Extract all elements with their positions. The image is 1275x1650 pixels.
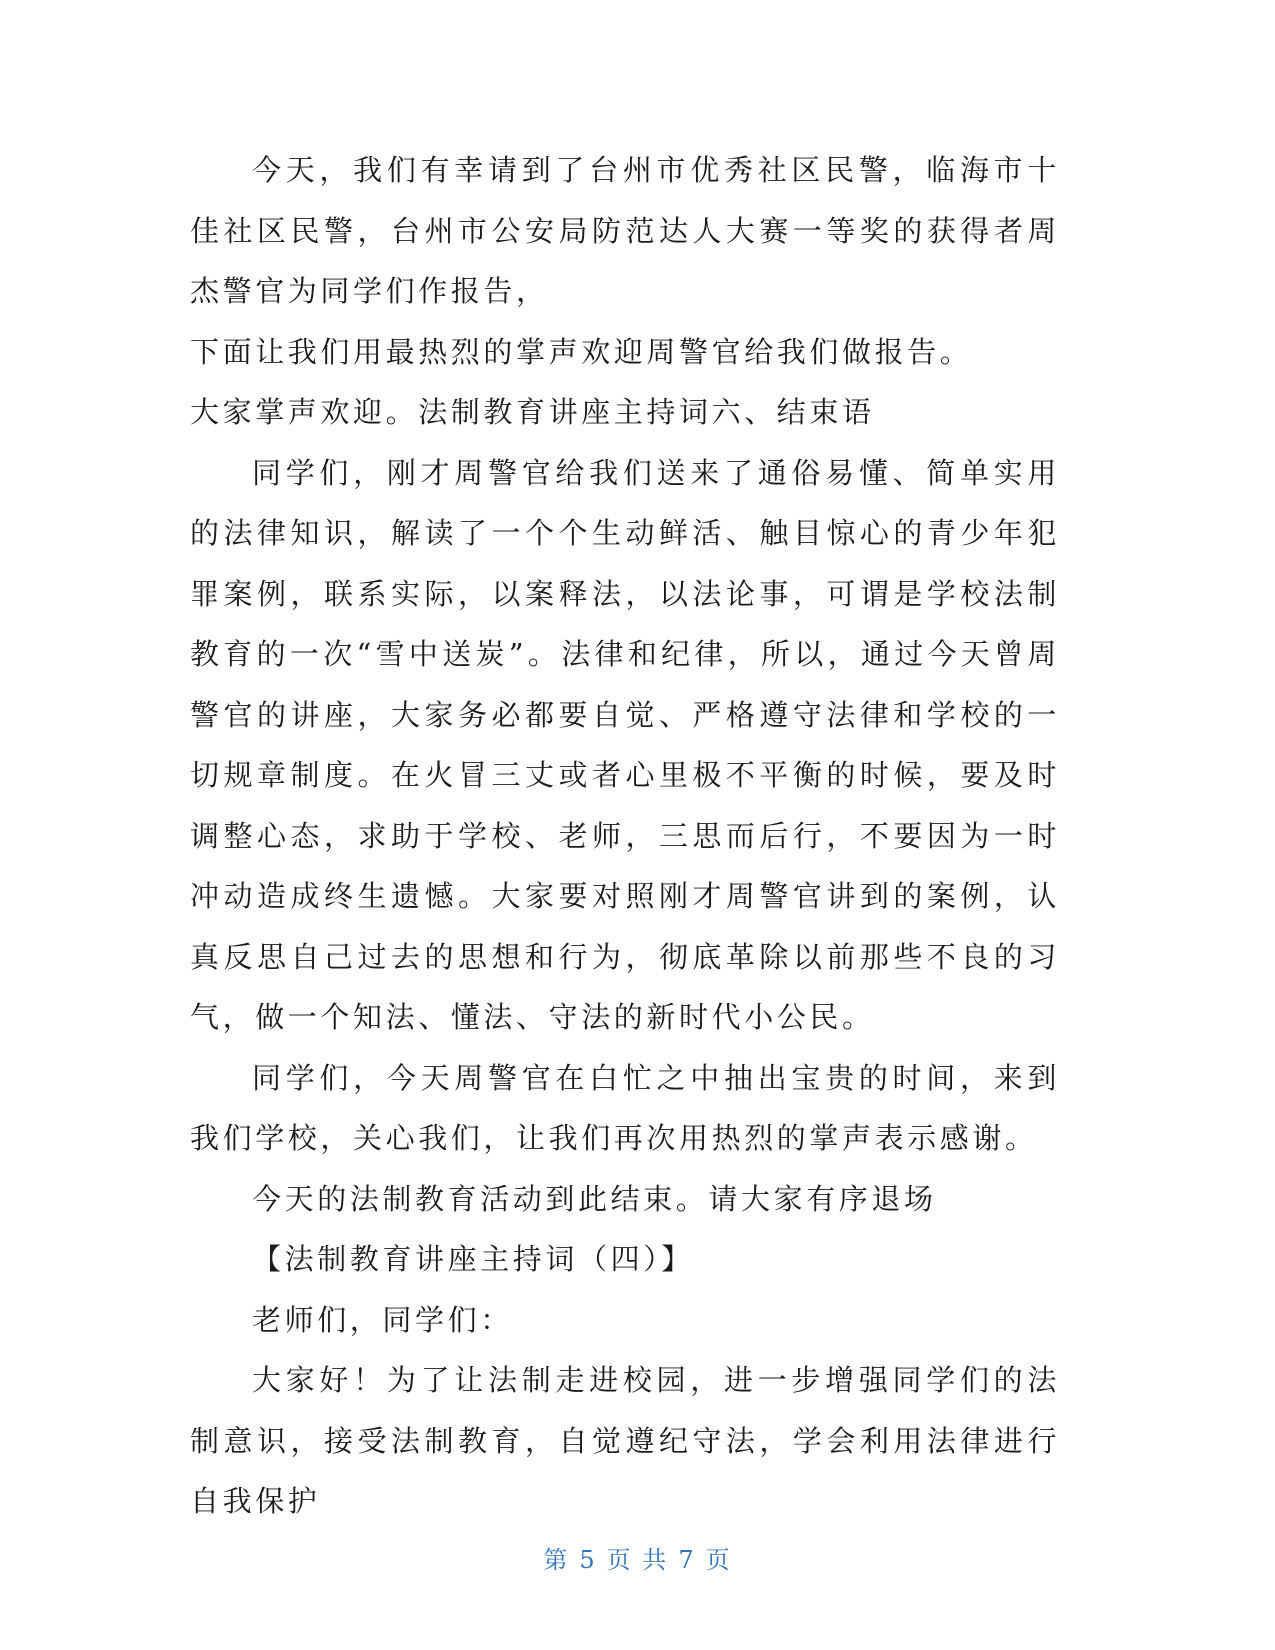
section-heading: 【法制教育讲座主持词（四）】 (252, 1242, 694, 1276)
paragraph-1: 今天，我们有幸请到了台州市优秀社区民警，临海市十佳社区民警，台州市公安局防范达人大赛一等奖的获得者周杰警官为同学们作报告， (190, 153, 1060, 308)
footer-suffix: 页 (705, 1546, 732, 1574)
document-body (190, 140, 1060, 1532)
paragraph-6: 今天的法制教育活动到此结束。请大家有序退场 (252, 1181, 937, 1216)
footer-prefix: 第 (543, 1546, 570, 1574)
paragraph-2: 下面让我们用最热烈的掌声欢迎周警官给我们做报告。 (190, 334, 973, 369)
paragraph-9: 大家好！为了让法制走进校园，进一步增强同学们的法制意识，接受法制教育，自觉遵纪守法，学会利用法律进行自我保护 (190, 1363, 1060, 1518)
footer-middle: 页 共 (606, 1546, 669, 1574)
footer-page-number: 5 (579, 1546, 597, 1574)
paragraph-5: 同学们，今天周警官在白忙之中抽出宝贵的时间，来到我们学校，关心我们，让我们再次用热烈的掌声表示感谢。 (190, 1060, 1060, 1155)
page-footer (0, 1540, 1275, 1575)
footer-total-pages: 7 (678, 1546, 696, 1574)
paragraph-4: 同学们，刚才周警官给我们送来了通俗易懂、简单实用的法律知识，解读了一个个生动鲜活、触目惊心的青少年犯罪案例，联系实际，以案释法，以法论事，可谓是学校法制教育的一次“雪中送炭”。法律和纪律，所以，通过今天曾周警官的讲座，大家务必都要自觉、严格遵守法律和学校的一切规章制度。在火冒三丈或者心里极不平衡的时候，要及时调整心态，求助于学校、老师，三思而后行，不要因为一时冲动造成终生遗憾。大家要对照刚才周警官讲到的案例，认真反思自己过去的思想和行为，彻底革除以前那些不良的习气，做一个知法、懂法、守法的新时代小公民。 (190, 455, 1060, 1034)
salutation: 老师们，同学们： (252, 1302, 513, 1337)
paragraph-3: 大家掌声欢迎。法制教育讲座主持词六、结束语 (190, 395, 875, 429)
